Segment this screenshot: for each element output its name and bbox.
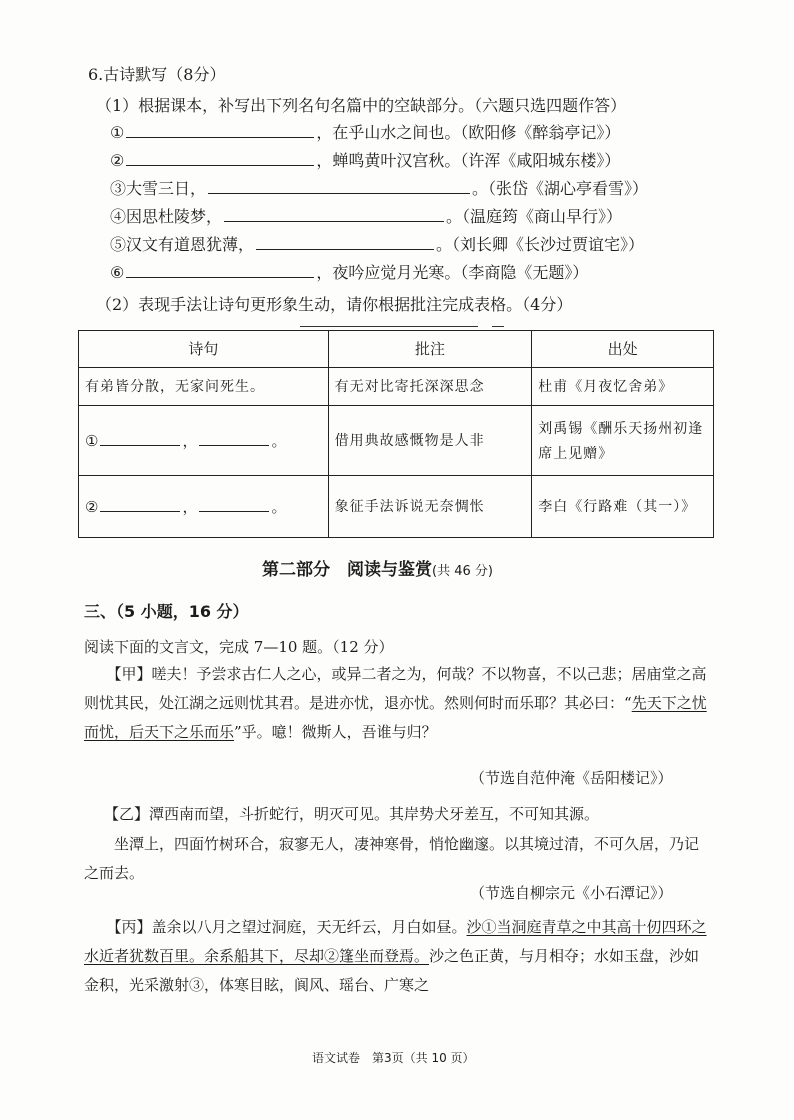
poem-pre: ① xyxy=(85,431,99,450)
table-blank-2a[interactable] xyxy=(100,496,180,512)
source-text: 刘禹锡《酬乐天扬州初逢席上见赠》 xyxy=(538,421,704,462)
table-blank-1a[interactable] xyxy=(100,430,180,446)
part2-score: (共 46 分) xyxy=(432,564,493,579)
note-text: 有无对比寄托深深思念 xyxy=(334,379,485,396)
passage-jia-source: （节选自范仲淹《岳阳楼记》） xyxy=(470,769,673,787)
page-footer: 语文试卷 第3页（共 10 页） xyxy=(312,1051,475,1065)
fill-item-5-pre: ⑤汉文有道恩犹薄， xyxy=(110,235,255,254)
passage-bing xyxy=(84,913,712,1000)
fill-blank-5[interactable] xyxy=(256,234,434,250)
fill-item-2-pre: ② xyxy=(110,151,125,170)
q6-title: 6.古诗默写（8分） xyxy=(88,65,226,84)
fill-item-2 xyxy=(110,148,620,171)
poem-mid: ， xyxy=(182,497,198,516)
table-row xyxy=(79,476,714,538)
part2-title xyxy=(262,555,493,580)
q6-sub1: （1）根据课本，补写出下列名句名篇中的空缺部分。（六题只选四题作答） xyxy=(96,96,627,115)
passage-jia xyxy=(84,660,712,747)
note-text: 借用典故感慨物是人非 xyxy=(334,433,485,450)
table-cell-note xyxy=(328,368,532,406)
fill-blank-2[interactable] xyxy=(126,150,314,166)
note-text: 象征手法诉说无奈惆怅 xyxy=(334,499,485,516)
poem-mid: ， xyxy=(182,431,198,450)
table-cell-note xyxy=(328,476,532,538)
table-blank-2b[interactable] xyxy=(199,496,269,512)
fill-item-3-pre: ③大雪三日， xyxy=(110,179,207,198)
section3-title: 三、（5 小题，16 分） xyxy=(84,602,249,621)
table-row xyxy=(79,368,714,406)
fill-item-5-post: 。（刘长卿《长沙过贾谊宅》） xyxy=(436,235,645,254)
fill-blank-6[interactable] xyxy=(126,262,314,278)
passage-jia-underlined: 先天下之忧而忧，后天下之乐而乐 xyxy=(84,694,707,741)
table-cell-source xyxy=(532,368,714,406)
table-row xyxy=(79,406,714,476)
passage-yi-source: （节选自柳宗元《小石潭记》） xyxy=(470,884,673,902)
passage-bing-underlined-1: 沙①当洞庭青草之中其高十仞四环之水近者犹数百里。 xyxy=(84,918,707,965)
fill-item-4-post: 。（温庭筠《商山早行》） xyxy=(446,207,623,226)
poem-end: 。 xyxy=(271,431,287,450)
passage-yi-2: 坐潭上，四面竹树环合，寂寥无人，凄神寒骨，悄怆幽邃。以其境过清，不可久居，乃记之而去。 xyxy=(84,835,700,882)
poem-table xyxy=(78,330,714,538)
q6-sub2: （2）表现手法让诗句更形象生动，请你根据批注完成表格。（4分） xyxy=(96,295,573,314)
decorative-rule-short xyxy=(492,326,504,327)
source-text: 李白《行路难（其一）》 xyxy=(538,499,697,516)
poem-end: 。 xyxy=(271,497,287,516)
fill-item-1-post: ，在乎山水之间也。（欧阳修《醉翁亭记》） xyxy=(316,123,621,142)
table-header-note: 批注 xyxy=(328,331,532,368)
table-header-row xyxy=(79,331,714,368)
poem-text: 有弟皆分散，无家问死生。 xyxy=(85,379,265,396)
table-blank-1b[interactable] xyxy=(199,430,269,446)
fill-blank-1[interactable] xyxy=(126,122,314,138)
source-text: 杜甫《月夜忆舍弟》 xyxy=(538,379,674,396)
fill-item-2-post: ，蝉鸣黄叶汉宫秋。（许浑《咸阳城东楼》） xyxy=(316,151,621,170)
fill-item-3-post: 。（张岱《湖心亭看雪》） xyxy=(472,179,649,198)
decorative-rule xyxy=(300,326,478,327)
table-cell-poem xyxy=(79,406,329,476)
table-header-source: 出处 xyxy=(532,331,714,368)
passage-bing-underlined-2: 余系船其下，尽却②篷坐而登焉。 xyxy=(204,947,430,965)
fill-item-1-pre: ① xyxy=(110,123,125,142)
passage-bing-text-a: 【丙】盖余以八月之望过洞庭，天无纤云，月白如昼。 xyxy=(106,918,467,936)
fill-item-6 xyxy=(110,260,588,283)
table-cell-source xyxy=(532,406,714,476)
fill-item-1 xyxy=(110,120,620,143)
passage-bing-text-b: 沙之色正黄，与月相夺；水如玉盘，沙如金积，光采激射③，体寒目眩，阆风、瑶台、广寒之 xyxy=(84,947,700,994)
table-cell-note xyxy=(328,406,532,476)
poem-pre: ② xyxy=(85,497,99,516)
fill-item-6-pre: ⑥ xyxy=(110,263,125,282)
part2-title-text: 第二部分 阅读与鉴赏 xyxy=(262,560,432,580)
fill-item-3 xyxy=(110,176,648,199)
table-cell-poem xyxy=(79,476,329,538)
fill-item-6-post: ，夜吟应觉月光寒。（李商隐《无题》） xyxy=(316,263,589,282)
table-header-poem: 诗句 xyxy=(79,331,329,368)
fill-blank-3[interactable] xyxy=(208,178,470,194)
passage-yi-1: 【乙】潭西南而望，斗折蛇行，明灭可见。其岸势犬牙差互，不可知其源。 xyxy=(104,805,600,823)
fill-blank-4[interactable] xyxy=(224,206,444,222)
table-cell-poem xyxy=(79,368,329,406)
table-cell-source xyxy=(532,476,714,538)
passage-jia-text-a: 【甲】嗟夫！予尝求古仁人之心，或异二者之为，何哉？不以物喜，不以己悲；居庙堂之高则忧其民，处江湖之远则忧其君。是进亦忧，退亦忧。然则何时而乐耶？其必曰：“ xyxy=(84,665,707,712)
fill-item-4 xyxy=(110,204,622,227)
section3-intro: 阅读下面的文言文，完成 7—10 题。（12 分） xyxy=(84,638,394,656)
fill-item-5 xyxy=(110,232,644,255)
passage-jia-text-b: ”乎。噫！微斯人，吾谁与归？ xyxy=(234,723,437,741)
fill-item-4-pre: ④因思杜陵梦， xyxy=(110,207,223,226)
